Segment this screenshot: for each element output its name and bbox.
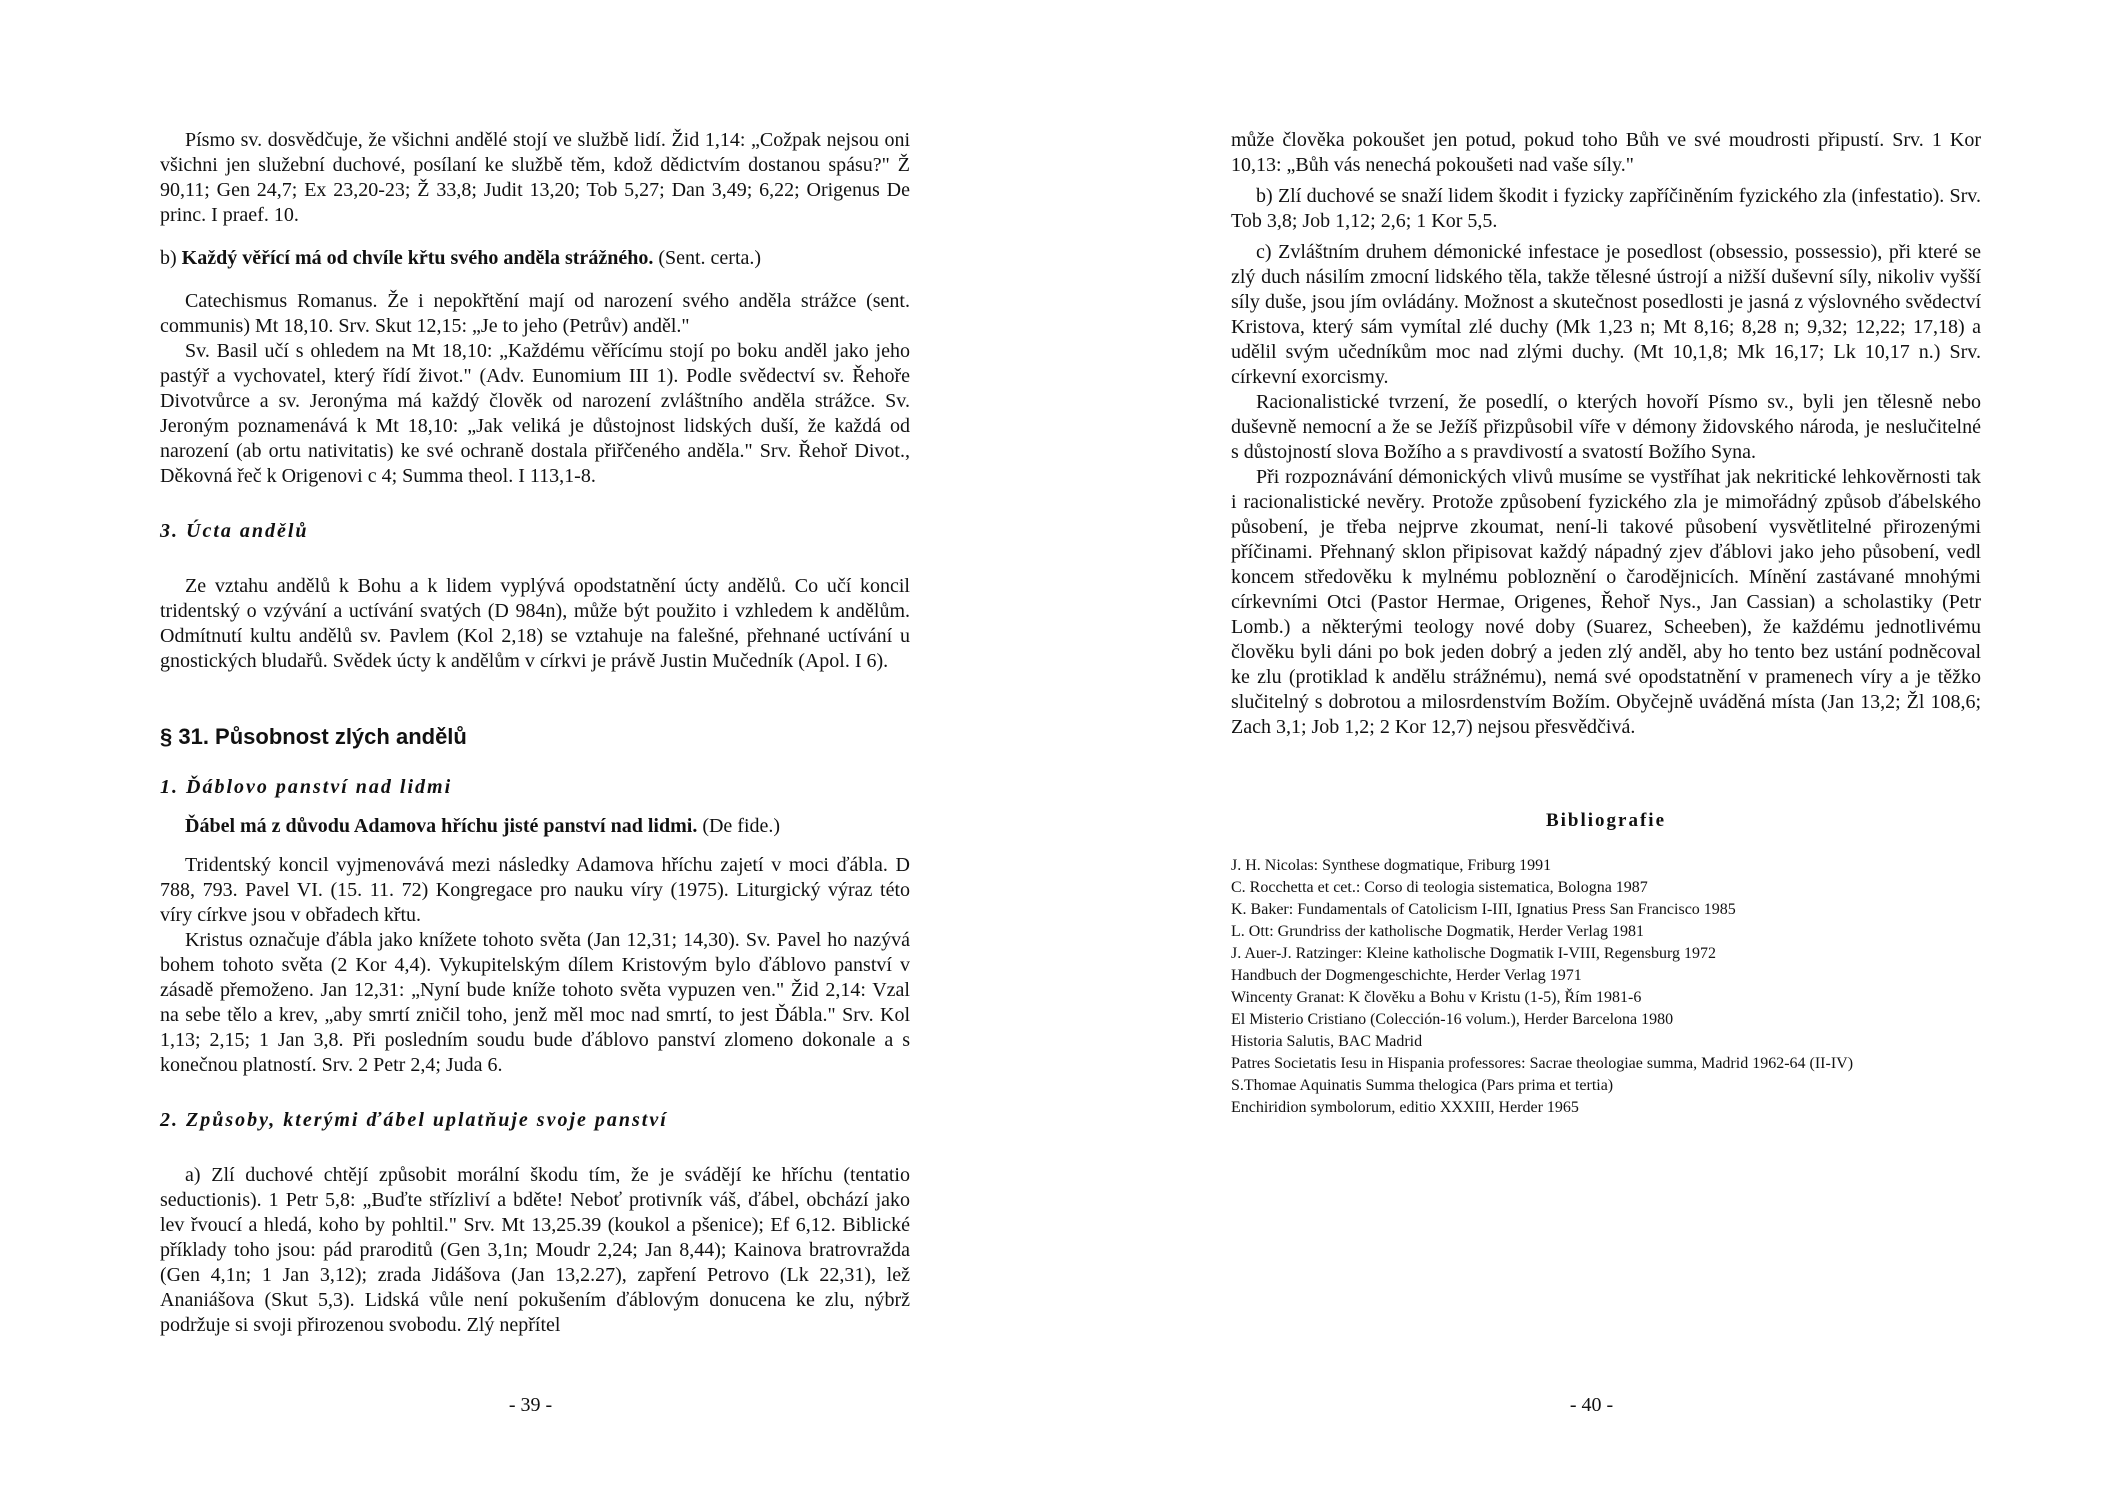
para-continuation: může člověka pokoušet jen potud, pokud toho Bůh ve své moudrosti připustí. Srv. 1 Kor 10,13: „Bůh vás nenechá pokoušeti nad vaše síly." [1231, 129, 1981, 176]
page-number-40: - 40 - [1569, 1394, 1614, 1416]
para-racionalisticke: Racionalistické tvrzení, že posedlí, o kterých hovoří Písmo sv., byli jen tělesně nebo duševně nemocní a že se Ježíš přizpůsobil víře v démony židovského národa, je neslučitelné s důstojností slova Božího a s pravdivostí a svatostí Božího Syna. [1231, 391, 1981, 463]
bibliography-item: C. Rocchetta et cet.: Corso di teologia sistematica, Bologna 1987 [1231, 879, 1648, 896]
para-basil: Sv. Basil učí s ohledem na Mt 18,10: „Každému věřícímu stojí po boku anděl jako jeho pastýř a vychovatel, který řídí život." (Adv. Eunomium III 1). Podle svědectví sv. Řehoře Divotvůrce a sv. Jeronýma má každý člověk od narození zvláštního anděla strážce. Sv. Jeroným poznamenává k Mt 18,10: „Jak veliká je důstojnost lidských duší, že každá od narození (ab ortu nativitatis) ke své ochraně dostala přiřčeného anděla." Srv. Řehoř Divot., Děkovná řeč k Origenovi c 4; Summa theol. I 113,1-8. [160, 340, 910, 487]
bibliography-item: J. H. Nicolas: Synthese dogmatique, Friburg 1991 [1231, 857, 1552, 874]
thesis-1-bold: Ďábel má z důvodu Adamova hříchu jisté panství nad lidmi. [185, 815, 698, 837]
bibliography-item: Wincenty Granat: K člověku a Bohu v Kristu (1-5), Řím 1981-6 [1231, 989, 1642, 1006]
para-c: c) Zvláštním druhem démonické infestace je posedlost (obsessio, possessio), při které se zlý duch násilím zmocní lidského těla, takže tělesné ústrojí a nižší duševní síly, nikoliv vyšší síly duše, jsou jím ovládány. Možnost a skutečnost posedlosti je jasná z výslovného svědectví Kristova, který sám vymítal zlé duchy (Mk 1,23 n; Mt 8,16; 8,28 n; 9,32; 12,22; 17,18) a udělil svým učedníkům moc nad zlými duchy. (Mt 10,1,8; Mk 16,17; Lk 10,17 n.) Srv. církevní exorcismy. [1231, 241, 1981, 388]
thesis-1-note: (De fide.) [697, 815, 781, 837]
thesis-b-bold: Každý věřící má od chvíle křtu svého anděla strážného. [181, 247, 654, 269]
section-31-title: § 31. Působnost zlých andělů [160, 724, 467, 749]
para-catechismus: Catechismus Romanus. Že i nepokřtění mají od narození svého anděla strážce (sent. communis) Mt 18,10. Srv. Skut 12,15: „Je to jeho (Petrův) anděl." [160, 290, 910, 337]
heading-ucta-andelu: 3. Úcta andělů [160, 520, 309, 542]
bibliography-item: El Misterio Cristiano (Colección-16 volum.), Herder Barcelona 1980 [1231, 1011, 1674, 1028]
page-40 [1061, 0, 2122, 1501]
bibliography-item: Historia Salutis, BAC Madrid [1231, 1033, 1423, 1050]
bibliography-item: Enchiridion symbolorum, editio XXXIII, Herder 1965 [1231, 1099, 1579, 1116]
bibliography-item: Handbuch der Dogmengeschichte, Herder Verlag 1971 [1231, 967, 1582, 984]
page-number-39: - 39 - [508, 1394, 553, 1416]
bibliography-item: K. Baker: Fundamentals of Catolicism I-III, Ignatius Press San Francisco 1985 [1231, 901, 1736, 918]
bibliography-heading: Bibliografie [1545, 810, 1667, 831]
thesis-b-prefix: b) [160, 247, 182, 269]
para-a: a) Zlí duchové chtějí způsobit morální škodu tím, že je svádějí ke hříchu (tentatio seductionis). 1 Petr 5,8: „Buďte střízliví a bděte! Neboť protivník váš, ďábel, obchází jako lev řvoucí a hledá, koho by pohltil." Srv. Mt 13,25.39 (koukol a pšenice); Ef 6,12. Biblické příklady toho jsou: pád praroditů (Gen 3,1n; Moudr 2,24; Jan 8,44); Kainova bratrovražda (Gen 4,1n; 1 Jan 3,12); zrada Jidášova (Jan 13,2.27), zapření Petrovo (Lk 22,31), lež Ananiášova (Skut 5,3). Lidská vůle není pokušením ďáblovým donucena ke zlu, nýbrž podržuje si svoji přirozenou svobodu. Zlý nepřítel [160, 1164, 910, 1336]
thesis-b-note: (Sent. certa.) [653, 247, 762, 269]
bibliography-item: J. Auer-J. Ratzinger: Kleine katholische Dogmatik I-VIII, Regensburg 1972 [1231, 945, 1717, 962]
left-column [160, 128, 910, 1338]
para-kristus: Kristus označuje ďábla jako knížete tohoto světa (Jan 12,31; 14,30). Sv. Pavel ho nazývá bohem tohoto světa (2 Kor 4,4). Vykupitelským dílem Kristovým bylo ďáblovo panství v zásadě přemoženo. Jan 12,31: „Nyní bude kníže tohoto světa vypuzen ven." Žid 2,14: Vzal na sebe tělo a krev, „aby smrtí zničil toho, jenž měl moc nad smrtí, to jest Ďábla." Srv. Kol 1,13; 2,15; 1 Jan 3,8. Při posledním soudu bude ďáblovo panství zlomeno dokonale a s konečnou platností. Srv. 2 Petr 2,4; Juda 6. [160, 929, 910, 1076]
bibliography-list [1231, 855, 1981, 1119]
thesis-1 [160, 814, 910, 839]
para-intro: Písmo sv. dosvědčuje, že všichni andělé stojí ve službě lidí. Žid 1,14: „Cožpak nejsou oni všichni jen služební duchové, posílaní ke službě těm, kdož dědictvím dostanou spásu?" Ž 90,11; Gen 24,7; Ex 23,20-23; Ž 33,8; Judit 13,20; Tob 5,27; Dan 3,49; 6,22; Origenus De princ. I praef. 10. [160, 129, 910, 226]
bibliography-item: S.Thomae Aquinatis Summa thelogica (Pars prima et tertia) [1231, 1077, 1614, 1094]
heading-zpusoby: 2. Způsoby, kterými ďábel uplatňuje svoje panství [160, 1109, 668, 1131]
para-b: b) Zlí duchové se snaží lidem škodit i fyzicky zapříčiněním fyzického zla (infestatio). Srv. Tob 3,8; Job 1,12; 2,6; 1 Kor 5,5. [1231, 185, 1981, 232]
heading-dablovo-panstvi: 1. Ďáblovo panství nad lidmi [160, 776, 453, 798]
thesis-b [160, 246, 910, 271]
right-column [1231, 128, 1981, 1119]
para-tridentsky: Tridentský koncil vyjmenovává mezi následky Adamova hříchu zajetí v moci ďábla. D 788, 793. Pavel VI. (15. 11. 72) Kongregace pro nauku víry (1975). Liturgický výraz této víry církve jsou v obřadech křtu. [160, 854, 910, 926]
para-ucta: Ze vztahu andělů k Bohu a k lidem vyplývá opodstatnění úcty andělů. Co učí koncil tridentský o vzývání a uctívání svatých (D 984n), může být použito i vzhledem k andělům. Odmítnutí kultu andělů sv. Pavlem (Kol 2,18) se vztahuje na falešné, přehnané uctívání u gnostických bludařů. Svědek úcty k andělům v církvi je právě Justin Mučedník (Apol. I 6). [160, 575, 910, 672]
para-rozpoznavani: Při rozpoznávání démonických vlivů musíme se vystříhat jak nekritické lehkověrnosti tak i racionalistické nevěry. Protože způsobení fyzického zla je mimořádný způsob ďábelského působení, je třeba nejprve zkoumat, není-li takové působení vysvětlitelné přirozenými příčinami. Přehnaný sklon připisovat každý nápadný zjev ďáblovi jako jeho působení, vedl koncem středověku k mylnému pobloznění o čarodějnicích. Mínění zastávané mnohými církevními Otci (Pastor Hermae, Origenes, Řehoř Nys., Jan Cassian) a scholastiky (Petr Lomb.) a některými teology nové doby (Suarez, Scheeben), že každému jednotlivému člověku byli dáni po bok jeden dobrý a jeden zlý anděl, aby ho tento bez ustání podněcoval ke zlu (protiklad k andělu strážnému), nemá své opodstatnění v pramenech víry a je těžko slučitelný s dobrotou a milosrdenstvím Božím. Obyčejně uváděná místa (Jan 13,2; Žl 108,6; Zach 3,1; Job 1,2; 2 Kor 12,7) nejsou přesvědčivá. [1231, 466, 1981, 738]
bibliography-item: L. Ott: Grundriss der katholische Dogmatik, Herder Verlag 1981 [1231, 923, 1644, 940]
bibliography-item: Patres Societatis Iesu in Hispania professores: Sacrae theologiae summa, Madrid 1962-64 (II-IV) [1231, 1055, 1854, 1072]
